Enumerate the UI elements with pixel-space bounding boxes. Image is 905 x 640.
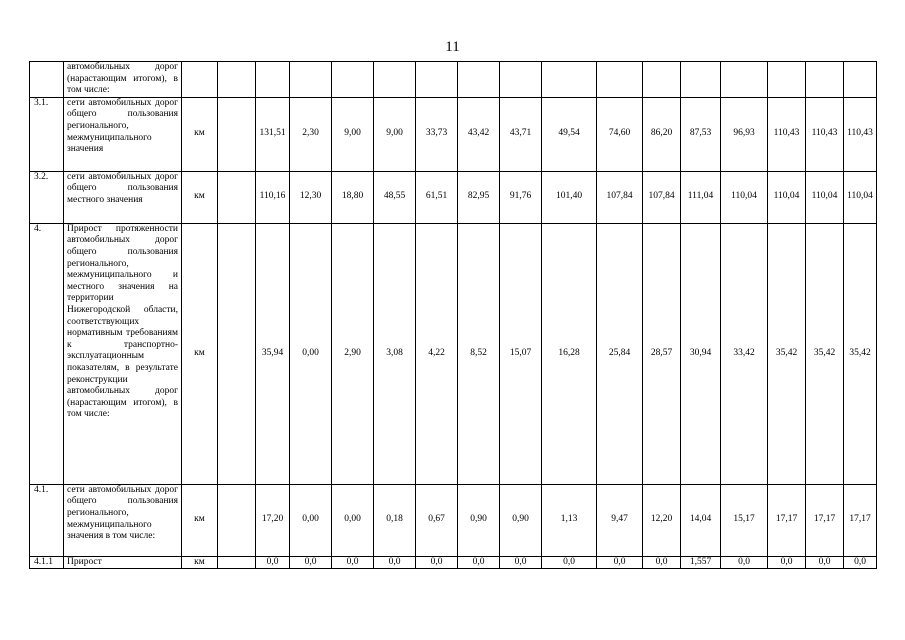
value-cell <box>290 62 332 98</box>
table-row <box>30 556 877 569</box>
unit-cell: км <box>182 556 218 569</box>
value-cell: 35,42 <box>806 223 844 484</box>
value-cell: 17,17 <box>806 484 844 556</box>
value-cell: 110,43 <box>806 97 844 171</box>
value-cell: 0,90 <box>500 484 542 556</box>
row-number-cell: 3.1. <box>30 97 64 171</box>
page-number: 11 <box>445 39 460 55</box>
table-row <box>30 223 877 484</box>
value-cell: 49,54 <box>542 97 597 171</box>
value-cell: 0,0 <box>458 556 500 569</box>
value-cell: 1,13 <box>542 484 597 556</box>
value-cell: 110,04 <box>721 171 768 223</box>
value-cell: 18,80 <box>332 171 374 223</box>
unit-cell <box>182 62 218 98</box>
value-cell: 0,0 <box>500 556 542 569</box>
indicator-name-cell: сети автомобильных дорог общего пользования местного значения <box>64 171 182 223</box>
value-cell: 0,67 <box>416 484 458 556</box>
value-cell: 0,00 <box>290 223 332 484</box>
value-cell <box>218 223 256 484</box>
value-cell: 43,71 <box>500 97 542 171</box>
indicator-name-cell: Прирост протяженности автомобильных дорог общего пользования регионального, межмуниципального и местного значения на территории Нижегородской области, соответствующих нормативным требованиям к транспортно-эксплуатационным показателям, в результате реконструкции автомобильных дорог (нарастающим итогом), в том числе: <box>64 223 182 484</box>
value-cell: 0,0 <box>542 556 597 569</box>
value-cell <box>218 484 256 556</box>
value-cell: 8,52 <box>458 223 500 484</box>
value-cell <box>332 62 374 98</box>
value-cell: 17,17 <box>844 484 877 556</box>
value-cell: 16,28 <box>542 223 597 484</box>
value-cell: 61,51 <box>416 171 458 223</box>
unit-cell: км <box>182 97 218 171</box>
value-cell: 110,16 <box>256 171 290 223</box>
value-cell <box>458 62 500 98</box>
value-cell: 111,04 <box>681 171 721 223</box>
row-number-cell: 3.2. <box>30 171 64 223</box>
value-cell: 1,557 <box>681 556 721 569</box>
unit-cell: км <box>182 171 218 223</box>
unit-cell: км <box>182 484 218 556</box>
value-cell: 17,20 <box>256 484 290 556</box>
value-cell: 0,00 <box>332 484 374 556</box>
value-cell <box>218 97 256 171</box>
value-cell: 35,42 <box>768 223 806 484</box>
value-cell: 86,20 <box>643 97 681 171</box>
value-cell: 110,43 <box>768 97 806 171</box>
row-number-cell: 4. <box>30 223 64 484</box>
table-row <box>30 62 877 98</box>
value-cell <box>218 171 256 223</box>
value-cell: 0,0 <box>768 556 806 569</box>
table-row <box>30 171 877 223</box>
value-cell <box>256 62 290 98</box>
value-cell: 107,84 <box>643 171 681 223</box>
value-cell <box>806 62 844 98</box>
value-cell <box>768 62 806 98</box>
value-cell: 0,0 <box>416 556 458 569</box>
value-cell <box>218 556 256 569</box>
value-cell: 14,04 <box>681 484 721 556</box>
value-cell: 110,04 <box>844 171 877 223</box>
indicator-name-cell: сети автомобильных дорог общего пользования регионального, межмуниципального значения в том числе: <box>64 484 182 556</box>
value-cell: 87,53 <box>681 97 721 171</box>
value-cell: 110,43 <box>844 97 877 171</box>
value-cell: 15,07 <box>500 223 542 484</box>
value-cell: 48,55 <box>374 171 416 223</box>
value-cell <box>597 62 643 98</box>
value-cell <box>416 62 458 98</box>
value-cell: 25,84 <box>597 223 643 484</box>
value-cell: 107,84 <box>597 171 643 223</box>
value-cell: 0,0 <box>374 556 416 569</box>
table-row <box>30 97 877 171</box>
value-cell: 110,04 <box>806 171 844 223</box>
value-cell: 91,76 <box>500 171 542 223</box>
row-number-cell: 4.1.1 <box>30 556 64 569</box>
value-cell: 12,30 <box>290 171 332 223</box>
value-cell <box>643 62 681 98</box>
value-cell: 43,42 <box>458 97 500 171</box>
value-cell: 17,17 <box>768 484 806 556</box>
row-number-cell <box>30 62 64 98</box>
value-cell: 0,0 <box>332 556 374 569</box>
indicator-name-cell: Прирост <box>64 556 182 569</box>
value-cell: 0,00 <box>290 484 332 556</box>
value-cell: 0,0 <box>806 556 844 569</box>
value-cell: 2,30 <box>290 97 332 171</box>
value-cell: 30,94 <box>681 223 721 484</box>
value-cell <box>542 62 597 98</box>
value-cell: 9,00 <box>332 97 374 171</box>
value-cell: 0,0 <box>597 556 643 569</box>
value-cell: 96,93 <box>721 97 768 171</box>
table-row <box>30 484 877 556</box>
value-cell: 33,42 <box>721 223 768 484</box>
value-cell: 35,42 <box>844 223 877 484</box>
value-cell <box>721 62 768 98</box>
value-cell: 82,95 <box>458 171 500 223</box>
indicator-name-cell: сети автомобильных дорог общего пользования регионального, межмуниципального значения <box>64 97 182 171</box>
value-cell: 0,0 <box>844 556 877 569</box>
value-cell: 101,40 <box>542 171 597 223</box>
value-cell: 0,0 <box>721 556 768 569</box>
value-cell: 74,60 <box>597 97 643 171</box>
value-cell: 131,51 <box>256 97 290 171</box>
value-cell: 0,18 <box>374 484 416 556</box>
value-cell: 9,00 <box>374 97 416 171</box>
value-cell: 28,57 <box>643 223 681 484</box>
value-cell: 33,73 <box>416 97 458 171</box>
value-cell: 0,90 <box>458 484 500 556</box>
value-cell: 4,22 <box>416 223 458 484</box>
value-cell: 0,0 <box>643 556 681 569</box>
value-cell <box>500 62 542 98</box>
unit-cell: км <box>182 223 218 484</box>
value-cell <box>374 62 416 98</box>
value-cell: 0,0 <box>256 556 290 569</box>
value-cell <box>681 62 721 98</box>
value-cell: 12,20 <box>643 484 681 556</box>
row-number-cell: 4.1. <box>30 484 64 556</box>
value-cell: 110,04 <box>768 171 806 223</box>
value-cell: 3,08 <box>374 223 416 484</box>
value-cell: 2,90 <box>332 223 374 484</box>
value-cell: 35,94 <box>256 223 290 484</box>
value-cell: 9,47 <box>597 484 643 556</box>
value-cell: 15,17 <box>721 484 768 556</box>
value-cell <box>218 62 256 98</box>
indicators-table <box>29 61 877 569</box>
value-cell <box>844 62 877 98</box>
value-cell: 0,0 <box>290 556 332 569</box>
indicator-name-cell: автомобильных дорог (нарастающим итогом), в том числе: <box>64 62 182 98</box>
